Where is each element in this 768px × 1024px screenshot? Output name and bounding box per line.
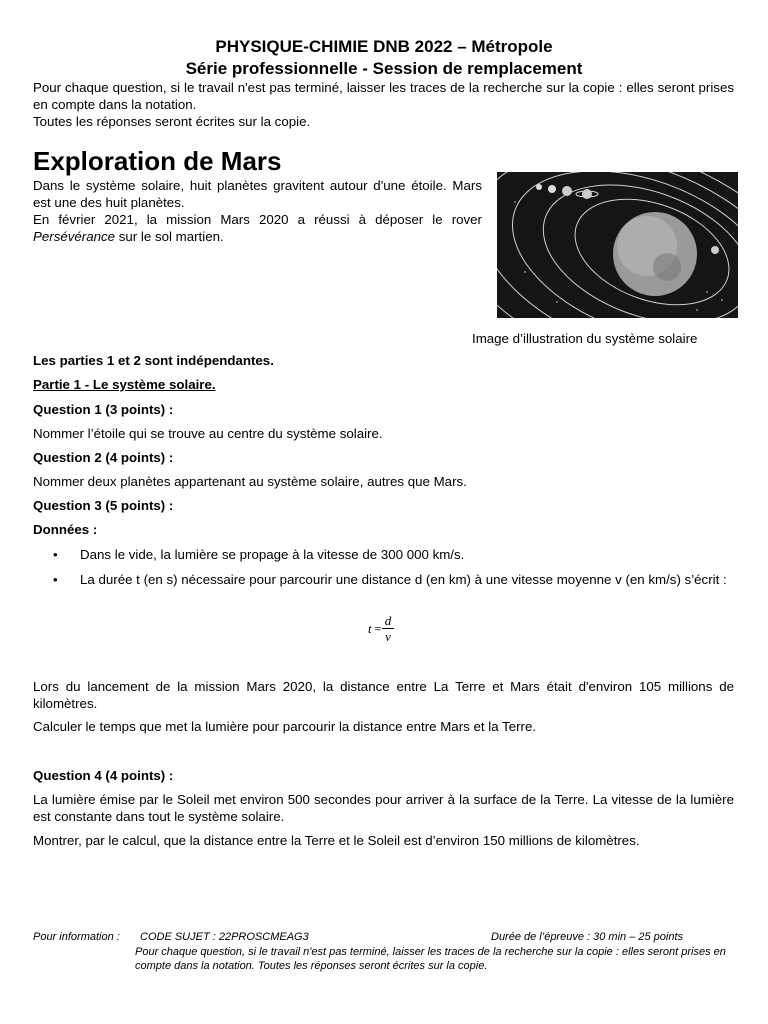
q1-text: Nommer l’étoile qui se trouve au centre du système solaire. xyxy=(33,426,383,441)
footer-duration: Durée de l’épreuve : 30 min – 25 points xyxy=(491,931,684,943)
q2-title: Question 2 (4 points) : xyxy=(33,450,174,465)
formula-fraction xyxy=(382,613,394,644)
formula xyxy=(368,613,428,647)
instructions xyxy=(33,79,734,130)
independent-note: Les parties 1 et 2 sont indépendantes. xyxy=(33,353,274,368)
q3-text1: Lors du lancement de la mission Mars 2020, la distance entre La Terre et Mars était d'environ 105 millions de kilomètres. xyxy=(33,679,734,711)
instruction-line: Pour chaque question, si le travail n'est pas terminé, laisser les traces de la recherche sur la copie : elles seront prises en compte dans la notation. xyxy=(33,80,734,112)
solar-system-illustration xyxy=(497,172,738,318)
formula-numerator: d xyxy=(384,613,392,628)
bullet-text: La durée t (en s) nécessaire pour parcourir une distance d (en km) à une vitesse moyenne v (en km/s) s’écrit : xyxy=(80,572,727,587)
page-subtitle: Série professionnelle - Session de remplacement xyxy=(185,59,583,78)
footer-code: CODE SUJET : 22PROSCMEAG3 xyxy=(140,931,309,943)
q2-text: Nommer deux planètes appartenant au système solaire, autres que Mars. xyxy=(33,474,467,489)
bullet-icon: • xyxy=(53,547,58,562)
donnees-label: Données : xyxy=(33,522,98,537)
q3-text2: Calculer le temps que met la lumière pour parcourir la distance entre Mars et la Terre. xyxy=(33,719,537,734)
section-title: Exploration de Mars xyxy=(33,146,282,176)
q4-text1: La lumière émise par le Soleil met environ 500 secondes pour arriver à la surface de la Terre. La vitesse de la lumière est constante dans tout le système solaire. xyxy=(33,792,734,824)
bullet-item xyxy=(55,571,734,588)
instruction-line: Toutes les réponses seront écrites sur la copie. xyxy=(33,114,311,129)
q1-title: Question 1 (3 points) : xyxy=(33,402,174,417)
bullet-text: Dans le vide, la lumière se propage à la vitesse de 300 000 km/s. xyxy=(80,547,465,562)
footer-info-label: Pour information : xyxy=(33,931,120,943)
q3-title: Question 3 (5 points) : xyxy=(33,498,174,513)
partie1-title: Partie 1 - Le système solaire. xyxy=(33,377,216,392)
page-title: PHYSIQUE-CHIMIE DNB 2022 – Métropole xyxy=(215,37,553,56)
formula-denominator: v xyxy=(385,629,391,644)
q4-title: Question 4 (4 points) : xyxy=(33,768,174,783)
q4-text2: Montrer, par le calcul, que la distance entre la Terre et le Soleil est d’environ 150 millions de kilomètres. xyxy=(33,833,640,848)
footer-note: Pour chaque question, si le travail n'est pas terminé, laisser les traces de la recherche sur la copie : elles seront prises en compte dans la notation. Toutes les réponses seront écrites sur la copie. xyxy=(135,946,726,972)
intro-line-post: sur le sol martien. xyxy=(115,229,224,244)
image-caption: Image d’illustration du système solaire xyxy=(472,331,698,346)
intro-line-pre: En février 2021, la mission Mars 2020 a réussi à déposer le rover xyxy=(33,212,482,227)
rover-name: Persévérance xyxy=(33,229,116,244)
intro-paragraph xyxy=(33,177,482,245)
bullet-icon: • xyxy=(53,572,58,587)
formula-lhs: t xyxy=(368,621,372,636)
bullet-item xyxy=(55,546,734,563)
intro-line: Dans le système solaire, huit planètes gravitent autour d'une étoile. Mars est une des huit planètes. xyxy=(33,178,482,210)
formula-eq: = xyxy=(374,621,382,636)
solar-system-icon xyxy=(497,172,738,318)
